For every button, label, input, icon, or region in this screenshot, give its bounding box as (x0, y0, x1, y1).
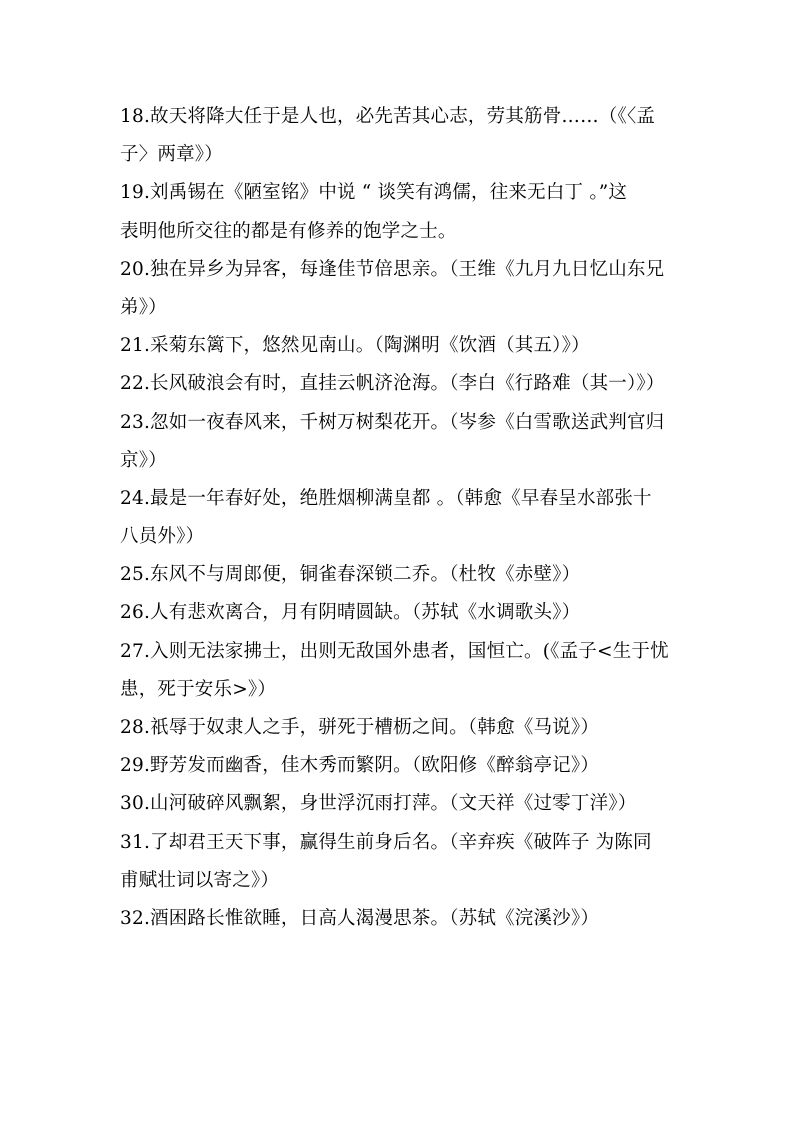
text-line: 患，死于安乐>》） (120, 678, 277, 700)
text-line: 32.酒困路长惟欲睡，日高人渴漫思茶。（苏轼《浣溪沙》） (120, 907, 600, 929)
document-page (120, 98, 685, 938)
text-line: 八员外》） (120, 526, 205, 548)
text-line: 18.故天将降大任于是人也，必先苦其心志，劳其筋骨……（《〈孟 (120, 106, 656, 127)
text-line: 表明他所交往的都是有修养的饱学之士。 (120, 220, 457, 242)
text-line: 20.独在异乡为异客，每逢佳节倍思亲。（王维《九月九日忆山东兄 (120, 258, 665, 280)
text-line: 25.东风不与周郎便，铜雀春深锁二乔。（杜牧《赤壁》） (120, 564, 581, 586)
text-line: 21.采菊东篱下，悠然见南山。（陶渊明《饮酒（其五）》） (120, 335, 590, 357)
text-line: 28.祇辱于奴隶人之手，骈死于槽枥之间。（韩愈《马说》） (120, 717, 600, 738)
text-line: 甫赋壮词以寄之》） (120, 869, 280, 891)
text-line: 京》） (120, 449, 167, 471)
text-line: 26.人有悲欢离合，月有阴晴圆缺。（苏轼《水调歌头》） (120, 602, 581, 624)
text-line: 23.忽如一夜春风来，千树万树梨花开。（岑参《白雪歌送武判官归 (120, 411, 665, 433)
text-line: 22.长风破浪会有时，直挂云帆济沧海。（李白《行路难（其一）》） (120, 373, 665, 395)
text-line: 27.入则无法家拂士，出则无敌国外患者，国恒亡。(《孟子<生于忧 (120, 640, 669, 662)
text-line: 29.野芳发而幽香，佳木秀而繁阴。（欧阳修《醉翁亭记》） (120, 755, 600, 777)
text-line: 子〉两章》） (120, 144, 223, 166)
text-line: 24.最是一年春好处，绝胜烟柳满皇都 。（韩愈《早春呈水部张十 (120, 487, 652, 509)
text-line: 19.刘禹锡在《陋室铭》中说 “ 谈笑有鸿儒，往来无白丁 。”这 (120, 182, 628, 204)
text-line: 弟》） (120, 296, 167, 318)
text-line: 31.了却君王天下事，赢得生前身后名。（辛弃疾《破阵子 为陈同 (120, 831, 652, 853)
text-line: 30.山河破碎风飘絮，身世浮沉雨打萍。（文天祥《过零丁洋》） (120, 793, 637, 815)
